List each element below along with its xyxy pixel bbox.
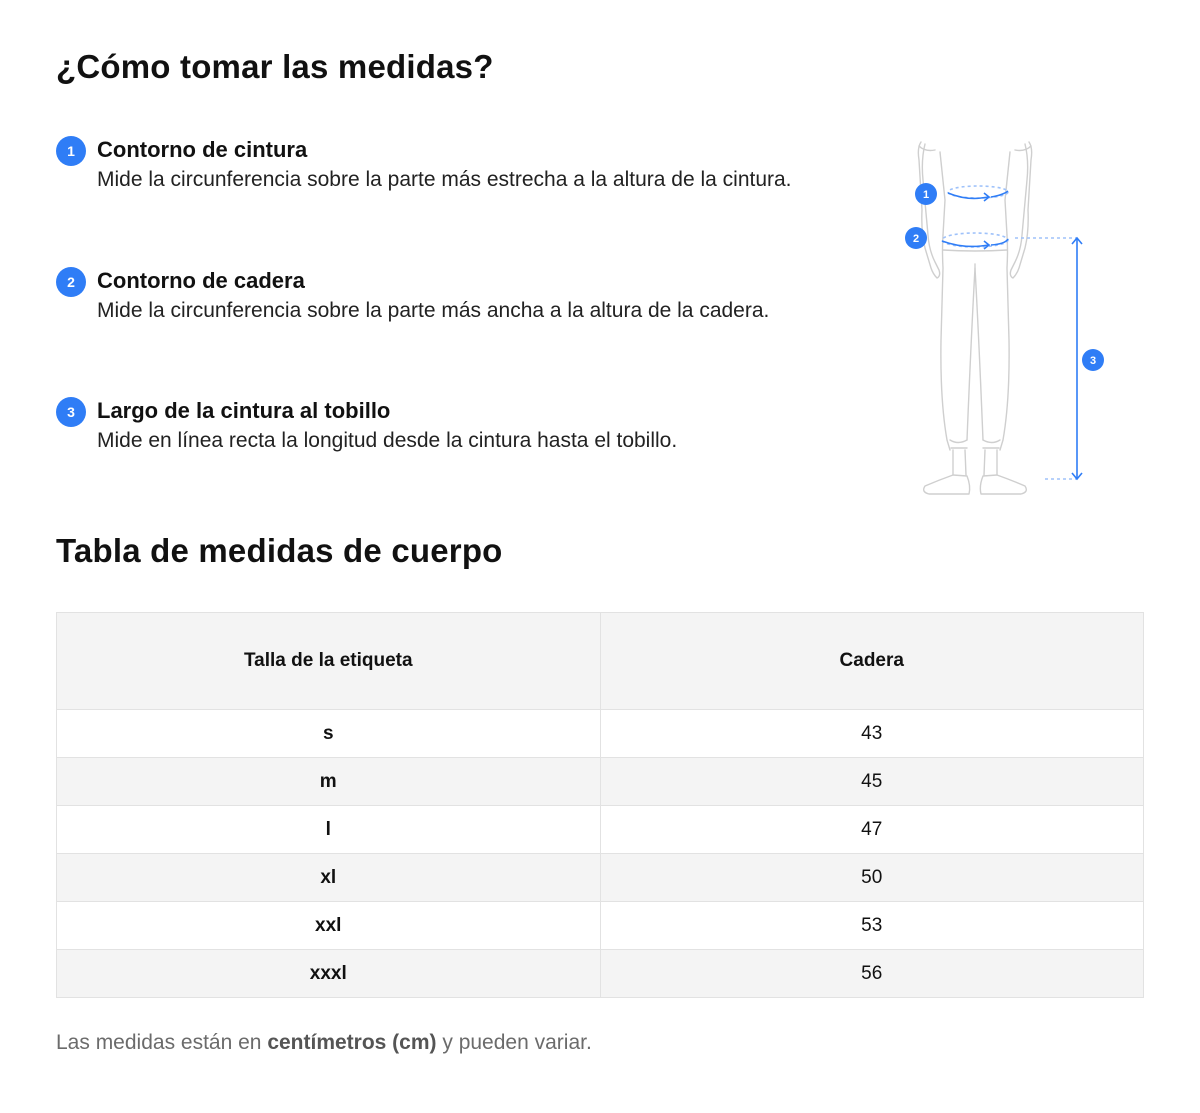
table-row: [57, 950, 1144, 998]
footnote-unit: centímetros (cm): [267, 1031, 437, 1054]
step-description: Mide la circunferencia sobre la parte más estrecha a la altura de la cintura.: [97, 168, 792, 191]
hip-cell: 56: [600, 950, 1144, 998]
step-title: Largo de la cintura al tobillo: [97, 398, 391, 423]
size-cell: s: [57, 710, 601, 758]
size-cell: xxxl: [57, 950, 601, 998]
size-table-title: Tabla de medidas de cuerpo: [56, 532, 503, 569]
hip-cell: 50: [600, 854, 1144, 902]
table-row: [57, 710, 1144, 758]
marker-3-label: 3: [1089, 355, 1097, 367]
footnote-text-before: Las medidas están en: [56, 1031, 268, 1054]
table-row: [57, 902, 1144, 950]
step-description: Mide en línea recta la longitud desde la cintura hasta el tobillo.: [97, 429, 678, 452]
table-row: [57, 758, 1144, 806]
step-description: Mide la circunferencia sobre la parte más ancha a la altura de la cadera.: [97, 299, 770, 322]
table-row: [57, 854, 1144, 902]
marker-2-label: 2: [912, 233, 920, 245]
column-header-hip: Cadera: [600, 613, 1144, 710]
hip-cell: 45: [600, 758, 1144, 806]
table-header-row: [57, 613, 1144, 710]
marker-1-label: 1: [922, 189, 930, 201]
size-cell: xl: [57, 854, 601, 902]
step-number-badge: 3: [56, 397, 86, 427]
body-measurement-illustration: [895, 140, 1115, 500]
size-table: [56, 612, 1144, 998]
size-cell: xxl: [57, 902, 601, 950]
step-hip: [56, 265, 857, 324]
step-waist-to-ankle: [56, 395, 857, 454]
step-waist: [56, 134, 857, 193]
step-number-badge: 1: [56, 136, 86, 166]
units-footnote: [56, 1031, 592, 1055]
step-number-badge: 2: [56, 267, 86, 297]
guide-title: ¿Cómo tomar las medidas?: [56, 48, 494, 85]
size-cell: l: [57, 806, 601, 854]
step-title: Contorno de cintura: [97, 137, 308, 162]
hip-cell: 47: [600, 806, 1144, 854]
body-figure-icon: [895, 140, 1115, 500]
column-header-size: Talla de la etiqueta: [57, 613, 601, 710]
hip-cell: 43: [600, 710, 1144, 758]
size-cell: m: [57, 758, 601, 806]
footnote-text-after: y pueden variar.: [436, 1031, 592, 1054]
hip-cell: 53: [600, 902, 1144, 950]
table-row: [57, 806, 1144, 854]
step-title: Contorno de cadera: [97, 268, 305, 293]
